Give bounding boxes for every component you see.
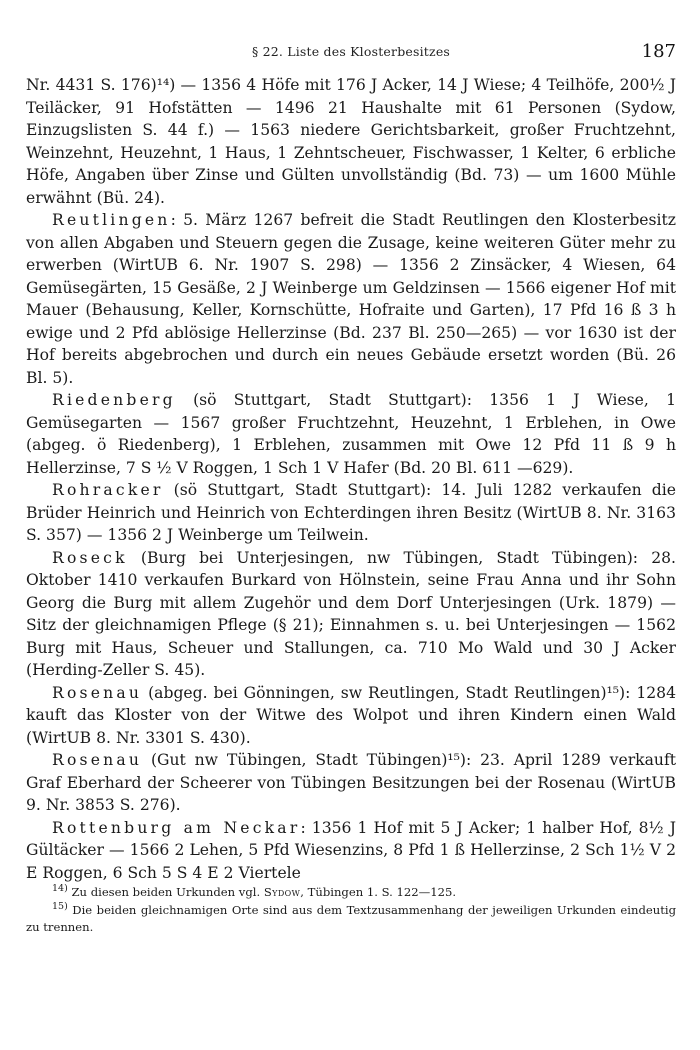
entry-rosenau-goenningen bbox=[26, 682, 676, 750]
page-header bbox=[26, 41, 676, 68]
entry-rottenburg bbox=[26, 817, 676, 885]
page-number: 187 bbox=[641, 41, 676, 62]
main-text bbox=[26, 74, 676, 884]
entry-text: (sö Stuttgart, Stadt Stuttgart): 1356 1 J Wiese, 1 Gemüsegarten — 1567 großer Fruchtzehnt, Heuzehnt, 1 Erblehen, in Owe (abgeg. ö Riedenberg), 1 Erblehen, zusammen mit Owe 12 Pfd 11 ß 9 h Hellerzinse, 7 S ½ V Roggen, 1 Sch 1 V Hafer (Bd. 20 Bl. 611 —629). bbox=[26, 391, 676, 477]
entry-riedenberg bbox=[26, 389, 676, 479]
footnotes bbox=[26, 884, 676, 937]
footnote-text: Zu diesen beiden Urkunden vgl. bbox=[67, 885, 264, 899]
place-name: Rohracker bbox=[52, 481, 164, 499]
place-name: Roseck bbox=[52, 548, 128, 567]
entry-text: (sö Stuttgart, Stadt Stuttgart): 14. Juli 1282 verkaufen die Brüder Heinrich und Heinrich von Echterdingen ihren Besitz (WirtUB 8. Nr. 3163 S. 357) — 1356 2 J Weinberge um Teilwein. bbox=[26, 481, 676, 544]
entry-roseck bbox=[26, 547, 676, 682]
entry-rosenau-tuebingen bbox=[26, 749, 676, 817]
place-name: Riedenberg bbox=[52, 391, 176, 409]
place-name: Rottenburg am Neckar bbox=[52, 818, 301, 837]
entry-text: : 1356 1 Hof mit 5 J Acker; 1 halber Hof, 8½ J Gültäcker — 1566 2 Lehen, 5 Pfd Wiesenzins, 8 Pfd 1 ß Hellerzinse, 2 Sch 1½ V 2 E Roggen, 6 Sch 5 S 4 E 2 Viertele bbox=[26, 818, 676, 882]
paragraph-continued bbox=[26, 74, 676, 209]
place-name: Rosenau bbox=[52, 751, 143, 769]
place-name: Rosenau bbox=[52, 683, 143, 702]
entry-text: (Gut nw Tübingen, Stadt Tübingen)¹⁵): 23. April 1289 verkauft Graf Eberhard der Scheerer von Tübingen Besitzungen bei der Rosenau (WirtUB 9. Nr. 3853 S. 276). bbox=[26, 751, 676, 814]
footnote-mark: 14) bbox=[52, 883, 68, 894]
paragraph-text: Nr. 4431 S. 176)¹⁴) — 1356 4 Höfe mit 176 J Acker, 14 J Wiese; 4 Teilhöfe, 200½ J Teiläcker, 91 Hofstätten — 1496 21 Haushalte mit 61 Personen (Sydow, Einzugslisten S. 44 f.) — 1563 niedere Gerichtsbarkeit, großer Fruchtzehnt, Weinzehnt, Heuzehnt, 1 Haus, 1 Zehntscheuer, Fischwasser, 1 Kelter, 6 erbliche Höfe, Angaben über Zinse und Gülten unvollständig (Bd. 73) — um 1600 Mühle erwähnt (Bü. 24). bbox=[26, 76, 676, 207]
entry-rohracker bbox=[26, 479, 676, 547]
footnote-author: Sydow bbox=[263, 885, 301, 899]
entry-reutlingen bbox=[26, 209, 676, 389]
footnote-text: Die beiden gleichnamigen Orte sind aus dem Textzusammenhang der jeweiligen Urkunden eindeutig zu trennen. bbox=[26, 902, 676, 934]
entry-text: : 5. März 1267 befreit die Stadt Reutlingen den Klosterbesitz von allen Abgaben und Steuern gegen die Zusage, keine weiteren Güter mehr zu erwerben (WirtUB 6. Nr. 1907 S. 298) — 1356 2 Zinsäcker, 4 Wiesen, 64 Gemüsegärten, 15 Gesäße, 2 J Weinberge um Geldzinsen — 1566 eigener Hof mit Mauer (Behausung, Keller, Kornschütte, Hofraite und Garten), 17 Pfd 16 ß 3 h ewige und 2 Pfd ablösige Hellerzinse (Bd. 237 Bl. 250—265) — vor 1630 ist der Hof bereits abgebrochen und durch ein neues Gebäude ersetzt worden (Bü. 26 Bl. 5). bbox=[26, 211, 676, 387]
footnote-14 bbox=[26, 884, 676, 902]
footnote-text: , Tübingen 1. S. 122—125. bbox=[300, 885, 457, 899]
place-name: Reutlingen bbox=[52, 211, 171, 229]
running-title: § 22. Liste des Klosterbesitzes bbox=[251, 44, 451, 59]
footnote-15 bbox=[26, 902, 676, 937]
footnote-mark: 15) bbox=[52, 900, 68, 912]
entry-text: (Burg bei Unterjesingen, nw Tübingen, Stadt Tübingen): 28. Oktober 1410 verkaufen Burkard von Hölnstein, seine Frau Anna und ihr Sohn Georg die Burg mit allem Zugehör und dem Dorf Unterjesingen (Urk. 1879) — Sitz der gleichnamigen Pflege (§ 21); Einnahmen s. u. bei Unterjesingen — 1562 Burg mit Haus, Scheuer und Stallungen, ca. 710 Mo Wald und 30 J Acker (Herding-Zeller S. 45). bbox=[26, 548, 676, 679]
entry-text: (abgeg. bei Gönningen, sw Reutlingen, Stadt Reutlingen)¹⁵): 1284 kauft das Kloster von der Witwe des Wolpot und ihren Kindern einen Wald (WirtUB 8. Nr. 3301 S. 430). bbox=[26, 683, 676, 747]
